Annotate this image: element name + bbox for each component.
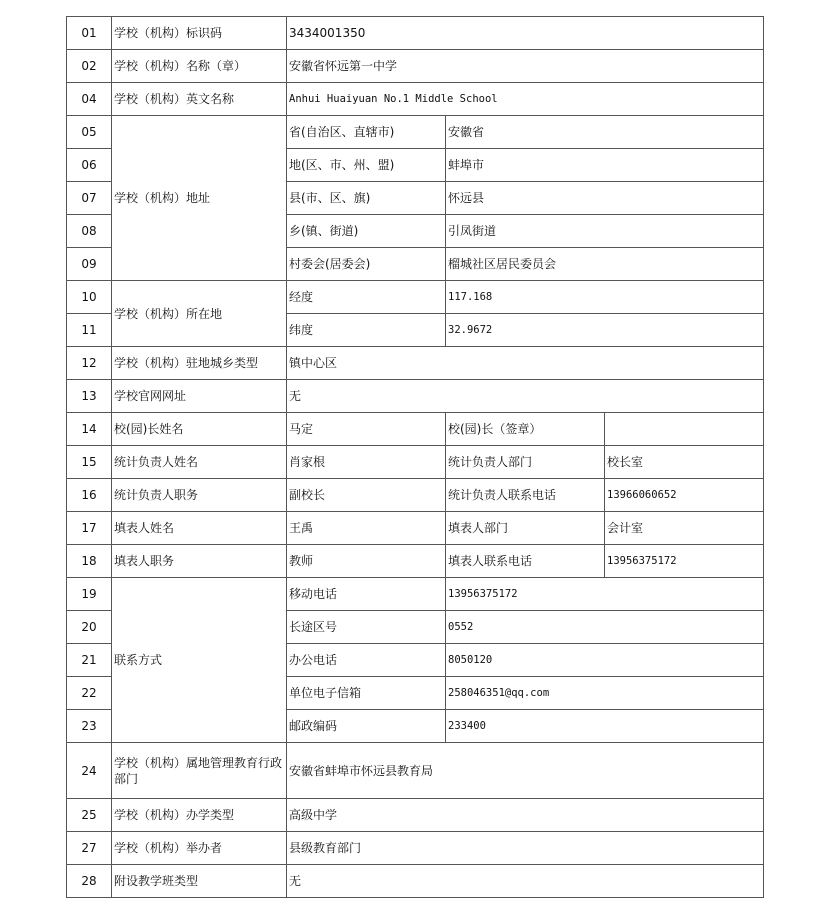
form-row xyxy=(67,446,764,479)
sub-field-label: 纬度 xyxy=(287,314,446,347)
field-label: 学校（机构）举办者 xyxy=(112,832,287,865)
sub-field-label: 地(区、市、州、盟) xyxy=(287,149,446,182)
form-row xyxy=(67,50,764,83)
form-row xyxy=(67,743,764,799)
field-value: Anhui Huaiyuan No.1 Middle School xyxy=(287,83,764,116)
form-row xyxy=(67,512,764,545)
row-number: 22 xyxy=(67,677,112,710)
field-label-2: 统计负责人联系电话 xyxy=(446,479,605,512)
sub-field-value: 蚌埠市 xyxy=(446,149,764,182)
field-value-2: 会计室 xyxy=(605,512,764,545)
row-number: 20 xyxy=(67,611,112,644)
field-value: 肖家根 xyxy=(287,446,446,479)
sub-field-label: 长途区号 xyxy=(287,611,446,644)
form-row xyxy=(67,865,764,898)
contact-group-label: 联系方式 xyxy=(112,578,287,743)
field-label: 学校（机构）标识码 xyxy=(112,17,287,50)
form-row xyxy=(67,545,764,578)
row-number: 27 xyxy=(67,832,112,865)
form-row xyxy=(67,380,764,413)
sub-field-label: 邮政编码 xyxy=(287,710,446,743)
sub-field-value: 258046351@qq.com xyxy=(446,677,764,710)
field-label-2: 填表人部门 xyxy=(446,512,605,545)
field-label: 统计负责人姓名 xyxy=(112,446,287,479)
field-label: 学校（机构）英文名称 xyxy=(112,83,287,116)
field-label: 校(园)长姓名 xyxy=(112,413,287,446)
field-value: 无 xyxy=(287,865,764,898)
field-label: 学校（机构）名称（章） xyxy=(112,50,287,83)
field-label: 学校官网网址 xyxy=(112,380,287,413)
row-number: 05 xyxy=(67,116,112,149)
row-number: 16 xyxy=(67,479,112,512)
row-number: 04 xyxy=(67,83,112,116)
field-value: 高级中学 xyxy=(287,799,764,832)
sub-field-label: 单位电子信箱 xyxy=(287,677,446,710)
sub-field-label: 村委会(居委会) xyxy=(287,248,446,281)
row-number: 24 xyxy=(67,743,112,799)
row-number: 17 xyxy=(67,512,112,545)
row-number: 11 xyxy=(67,314,112,347)
row-number: 02 xyxy=(67,50,112,83)
field-label: 统计负责人职务 xyxy=(112,479,287,512)
row-number: 08 xyxy=(67,215,112,248)
row-number: 07 xyxy=(67,182,112,215)
field-label-2: 填表人联系电话 xyxy=(446,545,605,578)
field-value: 安徽省蚌埠市怀远县教育局 xyxy=(287,743,764,799)
field-value: 副校长 xyxy=(287,479,446,512)
address-group-label: 学校（机构）地址 xyxy=(112,116,287,281)
row-number: 09 xyxy=(67,248,112,281)
field-label: 学校（机构）驻地城乡类型 xyxy=(112,347,287,380)
sub-field-value: 0552 xyxy=(446,611,764,644)
form-row xyxy=(67,799,764,832)
sub-field-label: 移动电话 xyxy=(287,578,446,611)
field-value: 马定 xyxy=(287,413,446,446)
field-value: 3434001350 xyxy=(287,17,764,50)
location-group-label: 学校（机构）所在地 xyxy=(112,281,287,347)
row-number: 28 xyxy=(67,865,112,898)
form-row xyxy=(67,347,764,380)
principal-signature-cell xyxy=(605,413,764,446)
sub-field-value: 引凤街道 xyxy=(446,215,764,248)
row-number: 10 xyxy=(67,281,112,314)
form-row xyxy=(67,116,764,149)
field-value: 安徽省怀远第一中学 xyxy=(287,50,764,83)
field-label: 学校（机构）属地管理教育行政部门 xyxy=(112,743,287,799)
form-row xyxy=(67,832,764,865)
field-value: 教师 xyxy=(287,545,446,578)
field-value-2: 校长室 xyxy=(605,446,764,479)
row-number: 12 xyxy=(67,347,112,380)
sub-field-value: 233400 xyxy=(446,710,764,743)
field-label: 填表人职务 xyxy=(112,545,287,578)
row-number: 06 xyxy=(67,149,112,182)
form-row xyxy=(67,578,764,611)
field-label-2: 统计负责人部门 xyxy=(446,446,605,479)
row-number: 25 xyxy=(67,799,112,832)
sub-field-value: 安徽省 xyxy=(446,116,764,149)
sub-field-value: 榴城社区居民委员会 xyxy=(446,248,764,281)
row-number: 18 xyxy=(67,545,112,578)
sub-field-label: 省(自治区、直辖市) xyxy=(287,116,446,149)
row-number: 14 xyxy=(67,413,112,446)
field-value: 县级教育部门 xyxy=(287,832,764,865)
field-value-2: 13956375172 xyxy=(605,545,764,578)
form-row xyxy=(67,17,764,50)
sub-field-value: 怀远县 xyxy=(446,182,764,215)
field-label: 附设教学班类型 xyxy=(112,865,287,898)
field-value-2: 13966060652 xyxy=(605,479,764,512)
field-label: 填表人姓名 xyxy=(112,512,287,545)
sub-field-label: 经度 xyxy=(287,281,446,314)
form-row xyxy=(67,479,764,512)
field-label-2: 校(园)长（签章） xyxy=(446,413,605,446)
form-row xyxy=(67,281,764,314)
sub-field-label: 县(市、区、旗) xyxy=(287,182,446,215)
row-number: 13 xyxy=(67,380,112,413)
row-number: 01 xyxy=(67,17,112,50)
field-value: 镇中心区 xyxy=(287,347,764,380)
form-row xyxy=(67,413,764,446)
field-value: 王禹 xyxy=(287,512,446,545)
sub-field-value: 13956375172 xyxy=(446,578,764,611)
sub-field-label: 办公电话 xyxy=(287,644,446,677)
row-number: 19 xyxy=(67,578,112,611)
sub-field-value: 32.9672 xyxy=(446,314,764,347)
row-number: 23 xyxy=(67,710,112,743)
sub-field-label: 乡(镇、街道) xyxy=(287,215,446,248)
sub-field-value: 8050120 xyxy=(446,644,764,677)
school-info-form xyxy=(66,16,764,898)
field-value: 无 xyxy=(287,380,764,413)
sub-field-value: 117.168 xyxy=(446,281,764,314)
row-number: 15 xyxy=(67,446,112,479)
row-number: 21 xyxy=(67,644,112,677)
field-label: 学校（机构）办学类型 xyxy=(112,799,287,832)
form-row xyxy=(67,83,764,116)
